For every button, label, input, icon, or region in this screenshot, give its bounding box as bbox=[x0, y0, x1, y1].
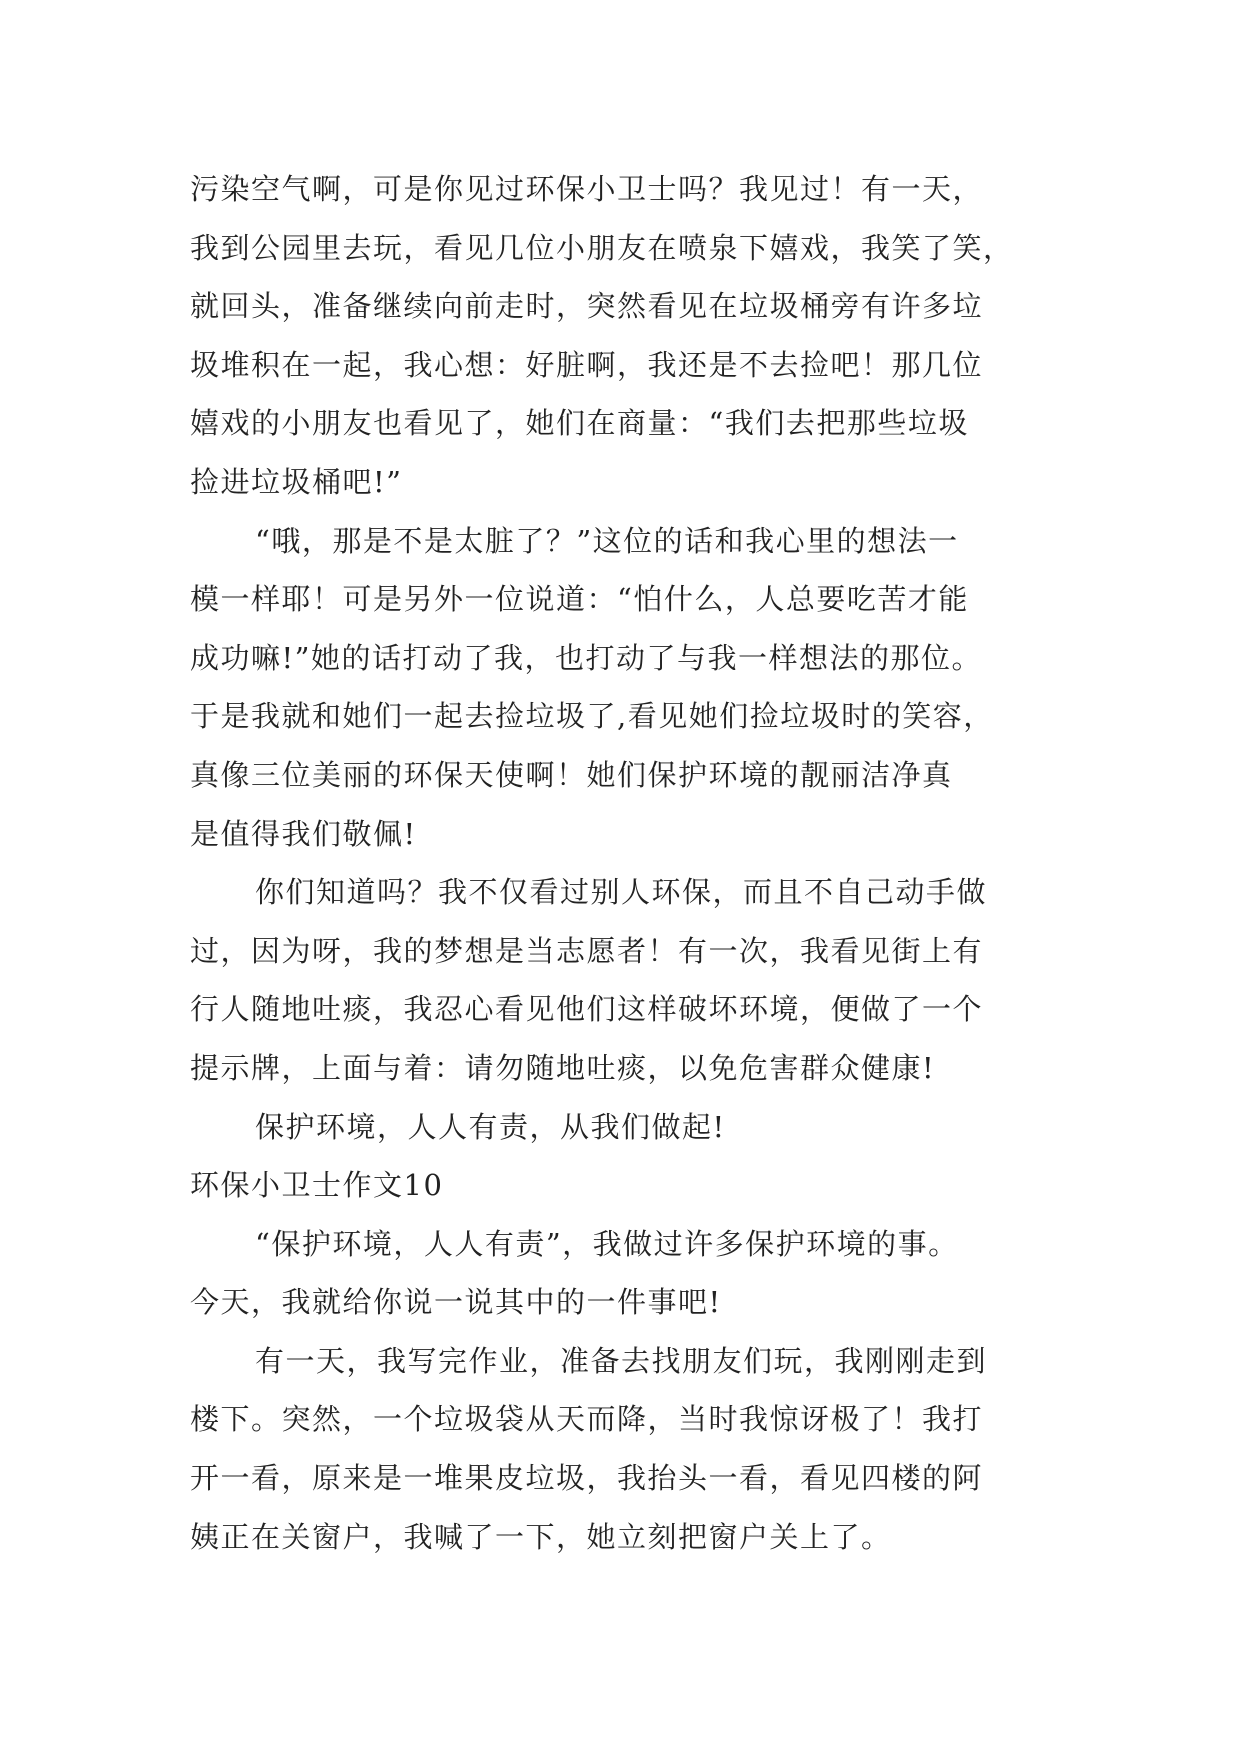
text-line: 楼下。突然，一个垃圾袋从天而降，当时我惊讶极了！我打 bbox=[190, 1402, 984, 1437]
text-line: 污染空气啊，可是你见过环保小卫士吗？我见过！有一天， bbox=[190, 172, 984, 206]
text-line: 我到公园里去玩，看见几位小朋友在喷泉下嬉戏，我笑了笑， bbox=[190, 230, 1014, 265]
text-line: 行人随地吐痰，我忍心看见他们这样破坏环境，便做了一个 bbox=[190, 992, 984, 1027]
text-line: 是值得我们敬佩! bbox=[190, 816, 417, 851]
text-line: 捡进垃圾桶吧!” bbox=[190, 464, 403, 499]
paragraph-5 bbox=[190, 1215, 1060, 1332]
text-line: 真像三位美丽的环保天使啊！她们保护环境的靓丽洁净真 bbox=[190, 757, 953, 792]
text-line: “保护环境，人人有责”，我做过许多保护环境的事。 bbox=[255, 1226, 959, 1261]
text-line: 保护环境，人人有责，从我们做起! bbox=[255, 1109, 726, 1144]
paragraph-3 bbox=[190, 863, 1060, 1097]
text-line: 就回头，准备继续向前走时，突然看见在垃圾桶旁有许多垃 bbox=[190, 289, 984, 324]
paragraph-6 bbox=[190, 1332, 1060, 1566]
text-line: 成功嘛!”她的话打动了我，也打动了与我一样想法的那位。 bbox=[190, 640, 982, 675]
text-line: 今天，我就给你说一说其中的一件事吧! bbox=[190, 1285, 722, 1320]
document-body bbox=[190, 160, 1060, 1566]
text-line: 开一看，原来是一堆果皮垃圾，我抬头一看，看见四楼的阿 bbox=[190, 1461, 984, 1496]
text-line: 姨正在关窗户，我喊了一下，她立刻把窗户关上了。 bbox=[190, 1519, 892, 1554]
paragraph-2 bbox=[190, 512, 1060, 864]
text-line: 过，因为呀，我的梦想是当志愿者！有一次，我看见街上有 bbox=[190, 933, 984, 968]
text-line: 嬉戏的小朋友也看见了，她们在商量：“我们去把那些垃圾 bbox=[190, 406, 969, 441]
paragraph-4 bbox=[190, 1098, 1060, 1157]
text-line: 于是我就和她们一起去捡垃圾了,看见她们捡垃圾时的笑容， bbox=[190, 699, 994, 734]
text-line: 有一天，我写完作业，准备去找朋友们玩，我刚刚走到 bbox=[255, 1343, 988, 1378]
text-line: 圾堆积在一起，我心想：好脏啊，我还是不去捡吧！那几位 bbox=[190, 347, 984, 382]
section-heading: 环保小卫士作文10 bbox=[190, 1168, 444, 1203]
paragraph-1 bbox=[190, 160, 1060, 512]
text-line: 模一样耶！可是另外一位说道：“怕什么，人总要吃苦才能 bbox=[190, 582, 969, 617]
text-line: 你们知道吗？我不仅看过别人环保，而且不自己动手做 bbox=[255, 875, 988, 910]
text-line: “哦，那是不是太脏了？”这位的话和我心里的想法一 bbox=[255, 523, 959, 558]
text-line: 提示牌，上面与着：请勿随地吐痰，以免危害群众健康! bbox=[190, 1050, 936, 1085]
